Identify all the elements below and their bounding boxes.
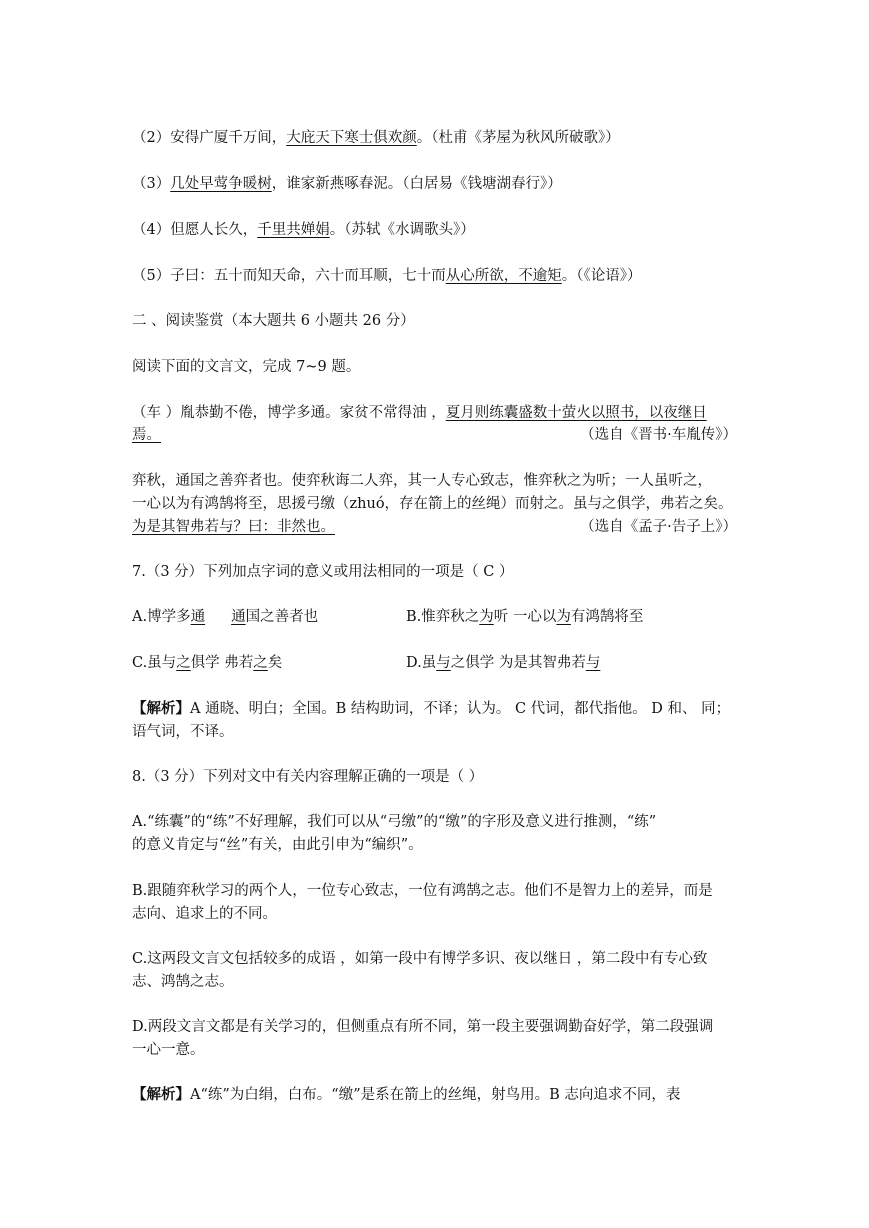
q8-option-d-line1: D.两段文言文都是有关学习的，但侧重点有所不同，第一段主要强调勤奋好学，第二段强调 [132, 1019, 714, 1035]
section-heading: 二 、阅读鉴赏（本大题共 6 小题共 26 分） [132, 313, 415, 329]
q7-stem: 7.（3 分）下列加点字词的意义或用法相同的一项是（ C ） [132, 564, 514, 580]
answer-text: 从心所欲，不逾矩 [445, 268, 562, 284]
poem-line-4: （4）但愿人长久，千里共婵娟。（苏轼《水调歌头》） [132, 222, 475, 238]
passage2-source: （选自《孟子·告子上》） [580, 519, 737, 535]
poem-line-5: （5）子曰：五十而知天命，六十而耳顺，七十而从心所欲，不逾矩。（《论语》） [132, 268, 642, 284]
answer-text: 大庇天下寒士俱欢颜 [286, 130, 417, 146]
q8-option-a-line2: 的意义肯定与“丝”有关，由此引申为“编织”。 [132, 837, 423, 853]
poem-line-3: （3）几处早莺争暖树，谁家新燕啄春泥。（白居易《钱塘湖春行》） [132, 176, 562, 192]
answer-text: 几处早莺争暖树 [170, 176, 272, 192]
q7-option-d: D.虽与之俱学 为是其智弗若与 [406, 655, 601, 671]
passage1-source: （选自《晋书·车胤传》） [580, 427, 737, 443]
q8-option-c-line2: 志、鸿鹄之志。 [132, 974, 234, 990]
answer-text: 千里共婵娟 [257, 222, 330, 238]
q7-analysis-line2: 语气词，不译。 [132, 724, 234, 740]
reading-instruction: 阅读下面的文言文，完成 7~9 题。 [132, 359, 361, 375]
passage1-line1: （车 ）胤恭勤不倦，博学多通。家贫不常得油 ，夏月则练囊盛数十萤火以照书，以夜继日 [132, 405, 707, 421]
q8-option-b-line1: B.跟随弈秋学习的两个人，一位专心致志，一位有鸿鹄之志。他们不是智力上的差异，而是 [132, 883, 713, 899]
q8-stem: 8.（3 分）下列对文中有关内容理解正确的一项是（ ） [132, 769, 484, 785]
passage2-line3: 为是其智弗若与？曰：非然也。 [132, 519, 335, 535]
q8-option-a-line1: A.“练囊”的“练”不好理解，我们可以从“弓缴”的“缴”的字形及意义进行推测，“练” [132, 814, 657, 830]
q8-option-b-line2: 志向、追求上的不同。 [132, 906, 277, 922]
passage2-line2: 一心以为有鸿鹄将至，思援弓缴（zhuó，存在箭上的丝绳）而射之。虽与之俱学，弗若之矣。 [132, 496, 733, 512]
passage2-line1: 弈秋，通国之善弈者也。使弈秋诲二人弈，其一人专心致志，惟弈秋之为听；一人虽听之， [132, 473, 712, 489]
passage1-line2: 焉。 [132, 427, 161, 443]
q7-option-a: A.博学多通 通国之善者也 [132, 609, 319, 625]
q7-analysis-line1: 【解析】A 通晓、明白；全国。B 结构助词，不译；认为。 C 代词，都代指他。 D 和、 同； [132, 700, 731, 717]
q8-option-d-line2: 一心一意。 [132, 1042, 205, 1058]
poem-line-2: （2）安得广厦千万间，大庇天下寒士俱欢颜。（杜甫《茅屋为秋风所破歌》） [132, 130, 620, 146]
q8-analysis-line1: 【解析】A“练”为白绢，白布。“缴”是系在箭上的丝绳，射鸟用。B 志向追求不同，表 [132, 1086, 681, 1103]
q7-option-c: C.虽与之俱学 弗若之矣 [132, 655, 283, 671]
q7-option-b: B.惟弈秋之为听 一心以为有鸿鹄将至 [406, 609, 644, 625]
q8-option-c-line1: C.这两段文言文包括较多的成语 ，如第一段中有博学多识、夜以继日 ，第二段中有专心致 [132, 951, 708, 967]
